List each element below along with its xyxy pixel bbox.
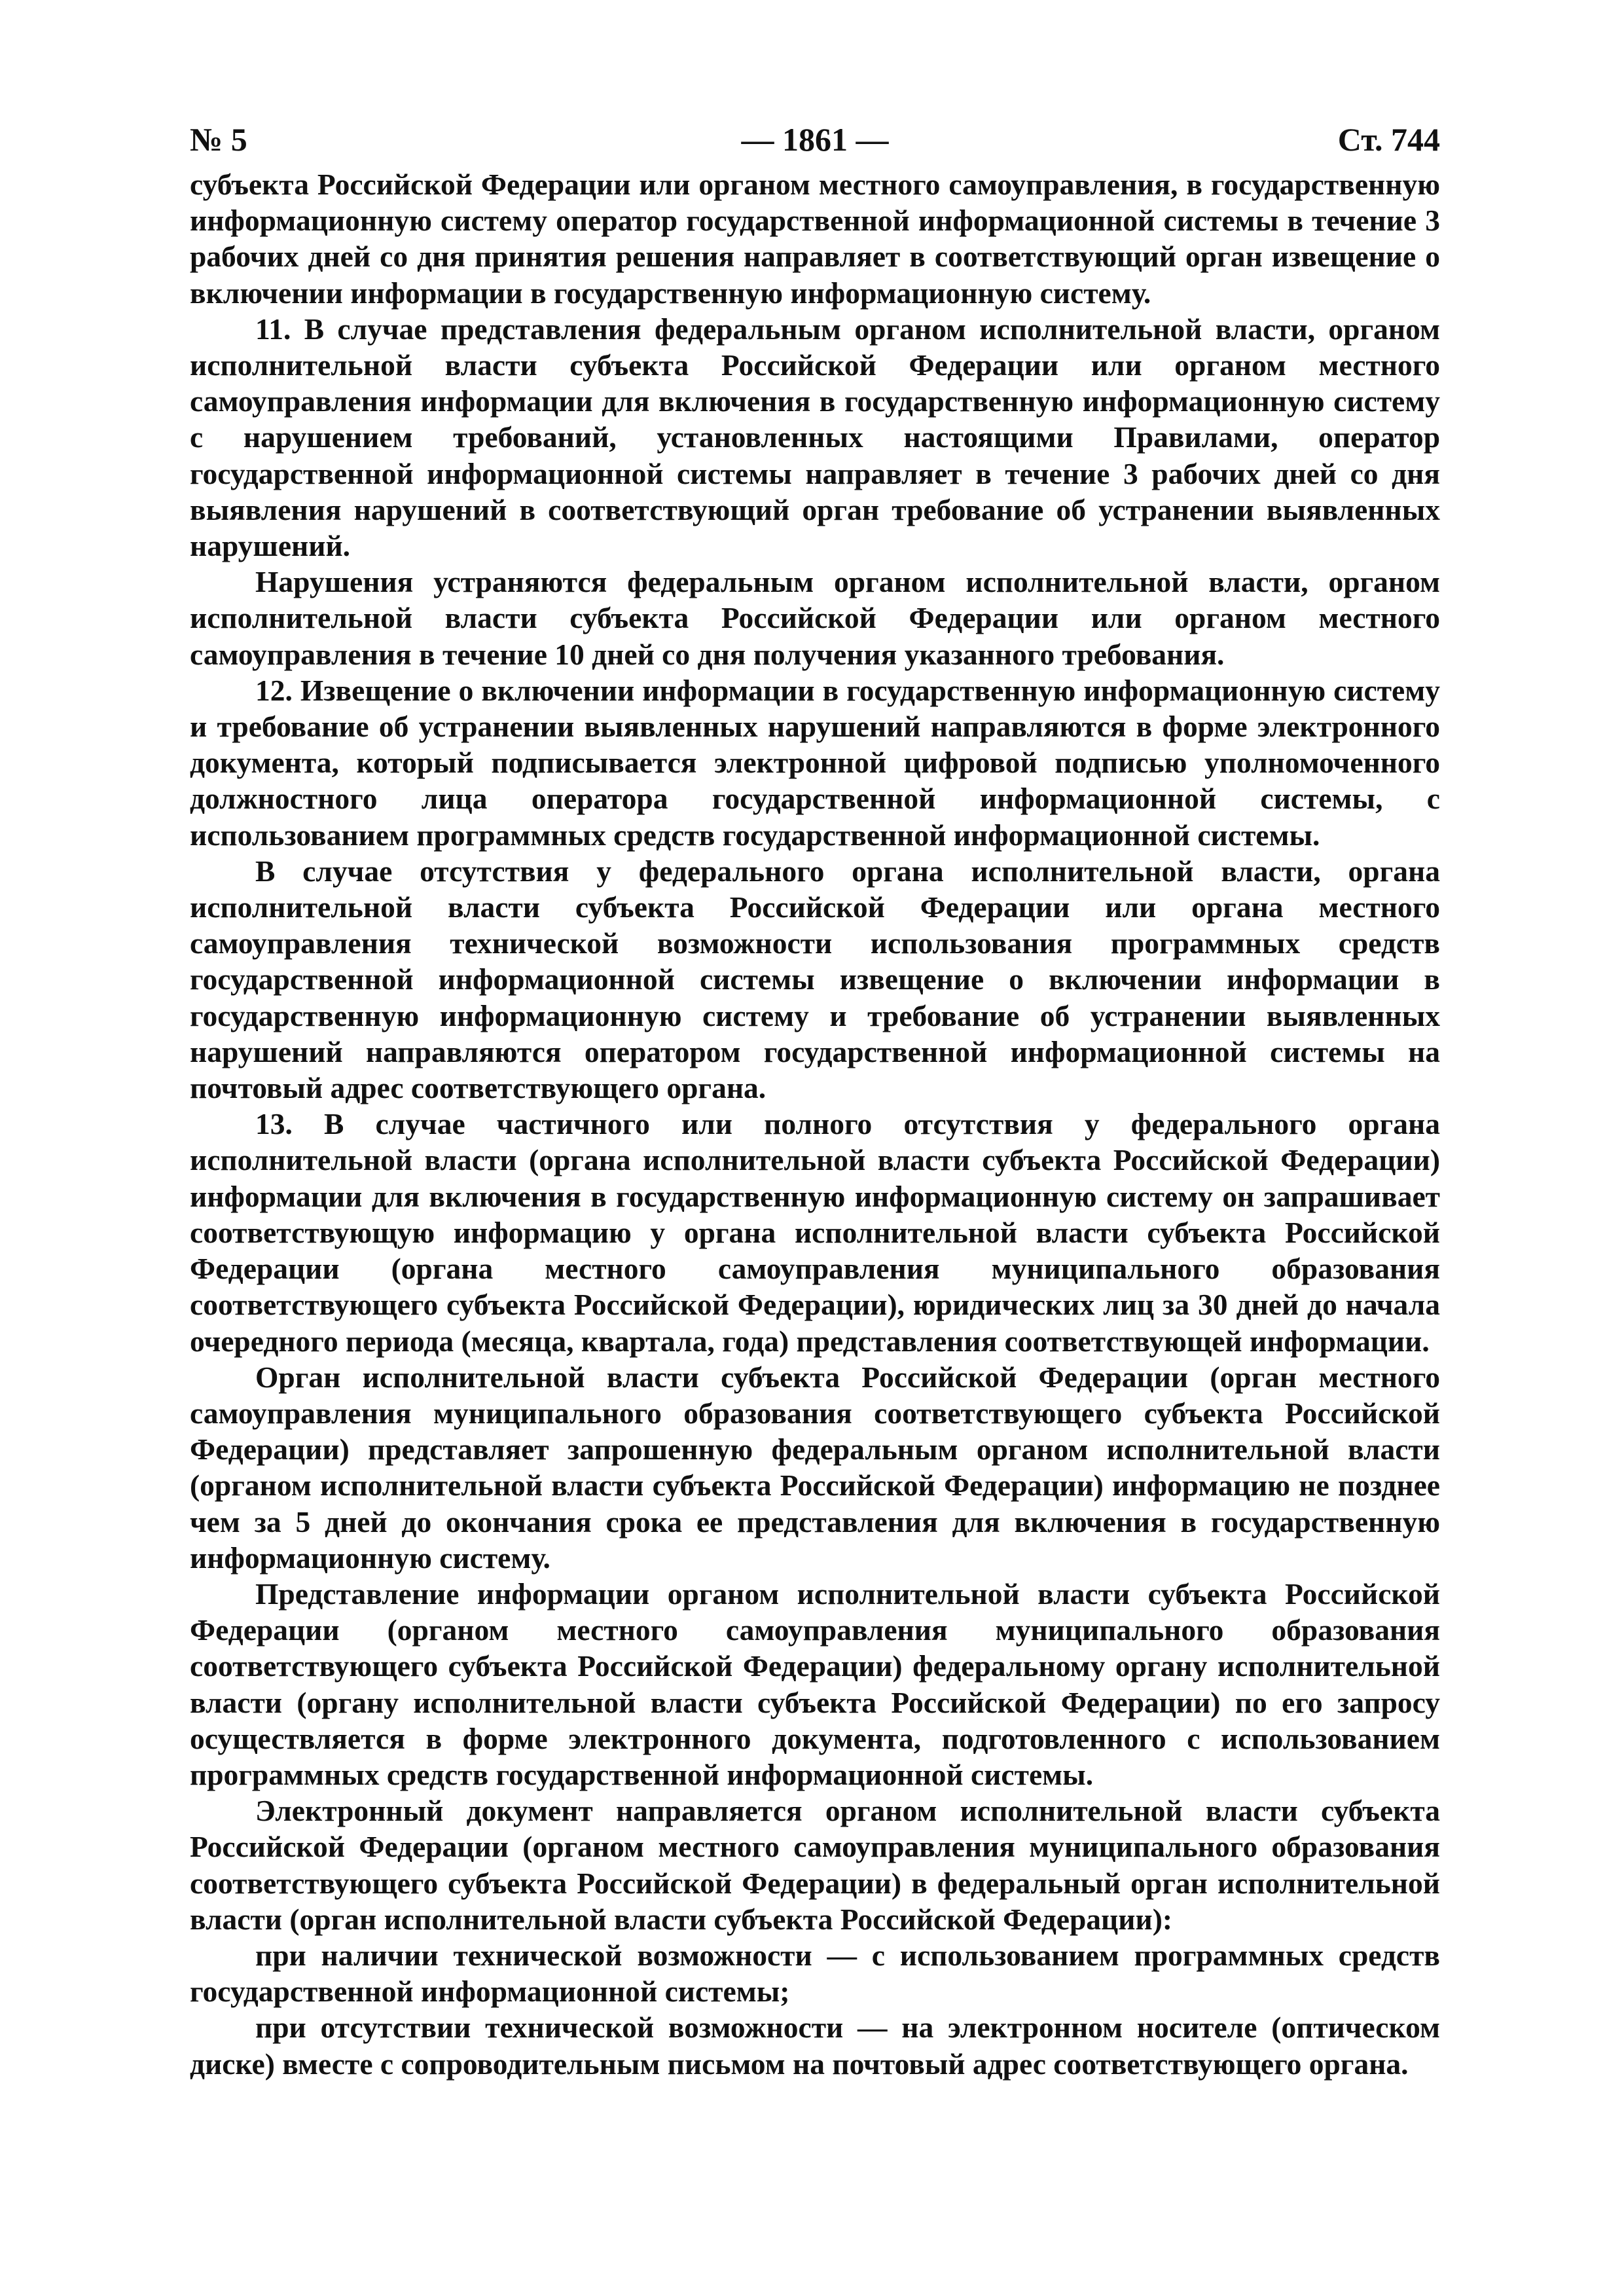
paragraph: Представление информации органом исполнительной власти субъекта Российской Федерации (органом местного самоуправления муниципального образования соответствующего субъекта Российской Федерации) федеральному органу исполнительной власти (органу исполнительной власти субъекта Российской Федерации) по его запросу осуществляется в форме электронного документа, подготовленного с использованием программных средств государственной информационной системы. [190, 1576, 1440, 1791]
paragraph: 11. В случае представления федеральным органом исполнительной власти, органом исполнительной власти субъекта Российской Федерации или органом местного самоуправления информации для включения в государственную информационную систему с нарушением требований, установленных настоящими Правилами, оператор государственной информационной системы направляет в течение 3 рабочих дней со дня выявления нарушений в соответствующий орган требование об устранении выявленных нарушений. [190, 312, 1440, 563]
paragraph: при наличии технической возможности — с использованием программных средств государственной информационной системы; [190, 1938, 1440, 2009]
document-body [190, 166, 1440, 2082]
paragraph: 13. В случае частичного или полного отсутствия у федерального органа исполнительной власти (органа исполнительной власти субъекта Российской Федерации) информации для включения в государственную информационную систему он запрашивает соответствующую информацию у органа исполнительной власти субъекта Российской Федерации (органа местного самоуправления муниципального образования соответствующего субъекта Российской Федерации), юридических лиц за 30 дней до начала очередного периода (месяца, квартала, года) представления соответствующей информации. [190, 1107, 1440, 1358]
document-page [190, 117, 1440, 2082]
paragraph: субъекта Российской Федерации или органом местного самоуправления, в государственную информационную систему оператор государственной информационной системы в течение 3 рабочих дней со дня принятия решения направляет в соответствующий орган извещение о включении информации в государственную информационную систему. [190, 168, 1440, 310]
issue-number: № 5 [190, 121, 247, 158]
paragraph: при отсутствии технической возможности — на электронном носителе (оптическом диске) вместе с сопроводительным письмом на почтовый адрес соответствующего органа. [190, 2011, 1440, 2081]
paragraph: В случае отсутствия у федерального органа исполнительной власти, органа исполнительной власти субъекта Российской Федерации или органа местного самоуправления технической возможности использования программных средств государственной информационной системы извещение о включении информации в государственную информационную систему и требование об устранении выявленных нарушений направляются оператором государственной информационной системы на почтовый адрес соответствующего органа. [190, 854, 1440, 1105]
paragraph: Орган исполнительной власти субъекта Российской Федерации (орган местного самоуправления муниципального образования соответствующего субъекта Российской Федерации) представляет запрошенную федеральным органом исполнительной власти (органом исполнительной власти субъекта Российской Федерации) информацию не позднее чем за 5 дней до окончания срока ее представления для включения в государственную информационную систему. [190, 1360, 1440, 1575]
paragraph: 12. Извещение о включении информации в государственную информационную систему и требование об устранении выявленных нарушений направляются в форме электронного документа, который подписывается электронной цифровой подписью уполномоченного должностного лица оператора государственной информационной системы, с использованием программных средств государственной информационной системы. [190, 673, 1440, 852]
paragraph: Электронный документ направляется органом исполнительной власти субъекта Российской Федерации (органом местного самоуправления муниципального образования соответствующего субъекта Российской Федерации) в федеральный орган исполнительной власти (орган исполнительной власти субъекта Российской Федерации): [190, 1794, 1440, 1936]
page-number: — 1861 — [741, 121, 889, 158]
paragraph: Нарушения устраняются федеральным органом исполнительной власти, органом исполнительной власти субъекта Российской Федерации или органом местного самоуправления в течение 10 дней со дня получения указанного требования. [190, 565, 1440, 671]
page-header [190, 117, 1440, 162]
article-number: Ст. 744 [1337, 121, 1440, 158]
